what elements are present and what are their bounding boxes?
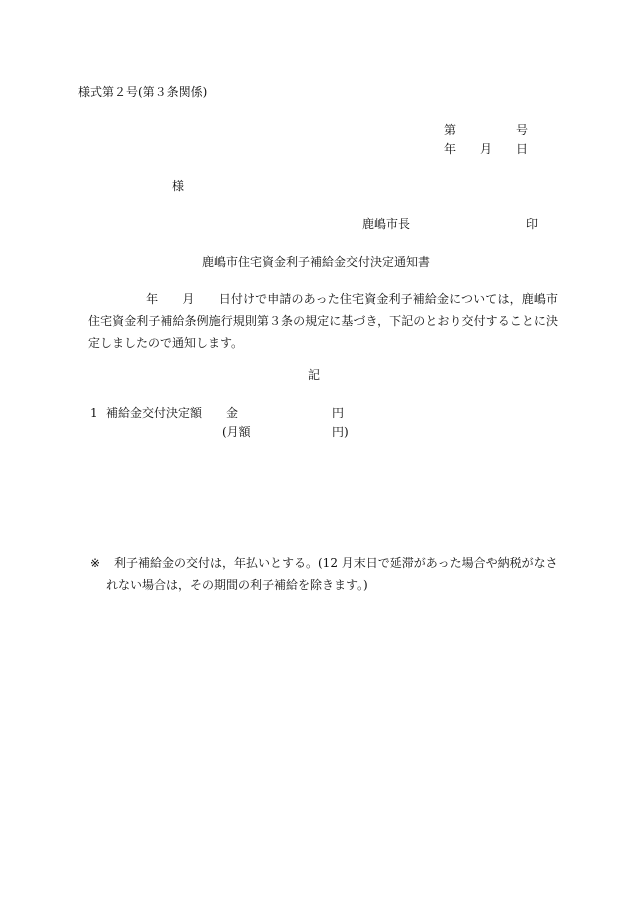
sender-name: 鹿嶋市長	[362, 217, 411, 231]
note-mark: ※	[90, 556, 101, 570]
body-date-month: 月	[182, 292, 195, 306]
ki-heading: 記	[308, 368, 321, 382]
item1-number: 1	[90, 406, 98, 420]
note-line-2: れない場合は，その期間の利子補給を除きます。)	[106, 578, 368, 592]
note-line-1: 利子補給金の交付は，年払いとする。(12 月末日で延滞があった場合や納税がなさ	[114, 556, 558, 570]
sender-seal: 印	[526, 217, 539, 231]
item1-kin: 金	[226, 406, 239, 420]
item1-yen: 円	[332, 406, 345, 420]
addressee-honorific: 様	[172, 179, 185, 193]
body-text: 日付けで申請のあった住宅資金利子補給金については，鹿嶋市住宅資金利子補給条例施行規則第３条の規定に基づき，下記のとおり交付することに決定しましたので通知します。	[88, 292, 558, 350]
body-paragraph	[88, 288, 558, 354]
item1-label: 補給金交付決定額	[106, 406, 203, 420]
body-date-year: 年	[146, 292, 159, 306]
doc-date-month: 月	[480, 142, 493, 156]
doc-number-suffix: 号	[516, 123, 529, 137]
document-title: 鹿嶋市住宅資金利子補給金交付決定通知書	[202, 255, 431, 269]
doc-number-prefix: 第	[444, 123, 457, 137]
note-block	[90, 552, 558, 596]
doc-date-day: 日	[516, 142, 529, 156]
item1-monthly-yen: 円)	[332, 425, 349, 439]
item1-monthly-open: (月額	[222, 425, 251, 439]
form-label: 様式第２号(第３条関係)	[78, 85, 208, 99]
doc-date-year: 年	[444, 142, 457, 156]
